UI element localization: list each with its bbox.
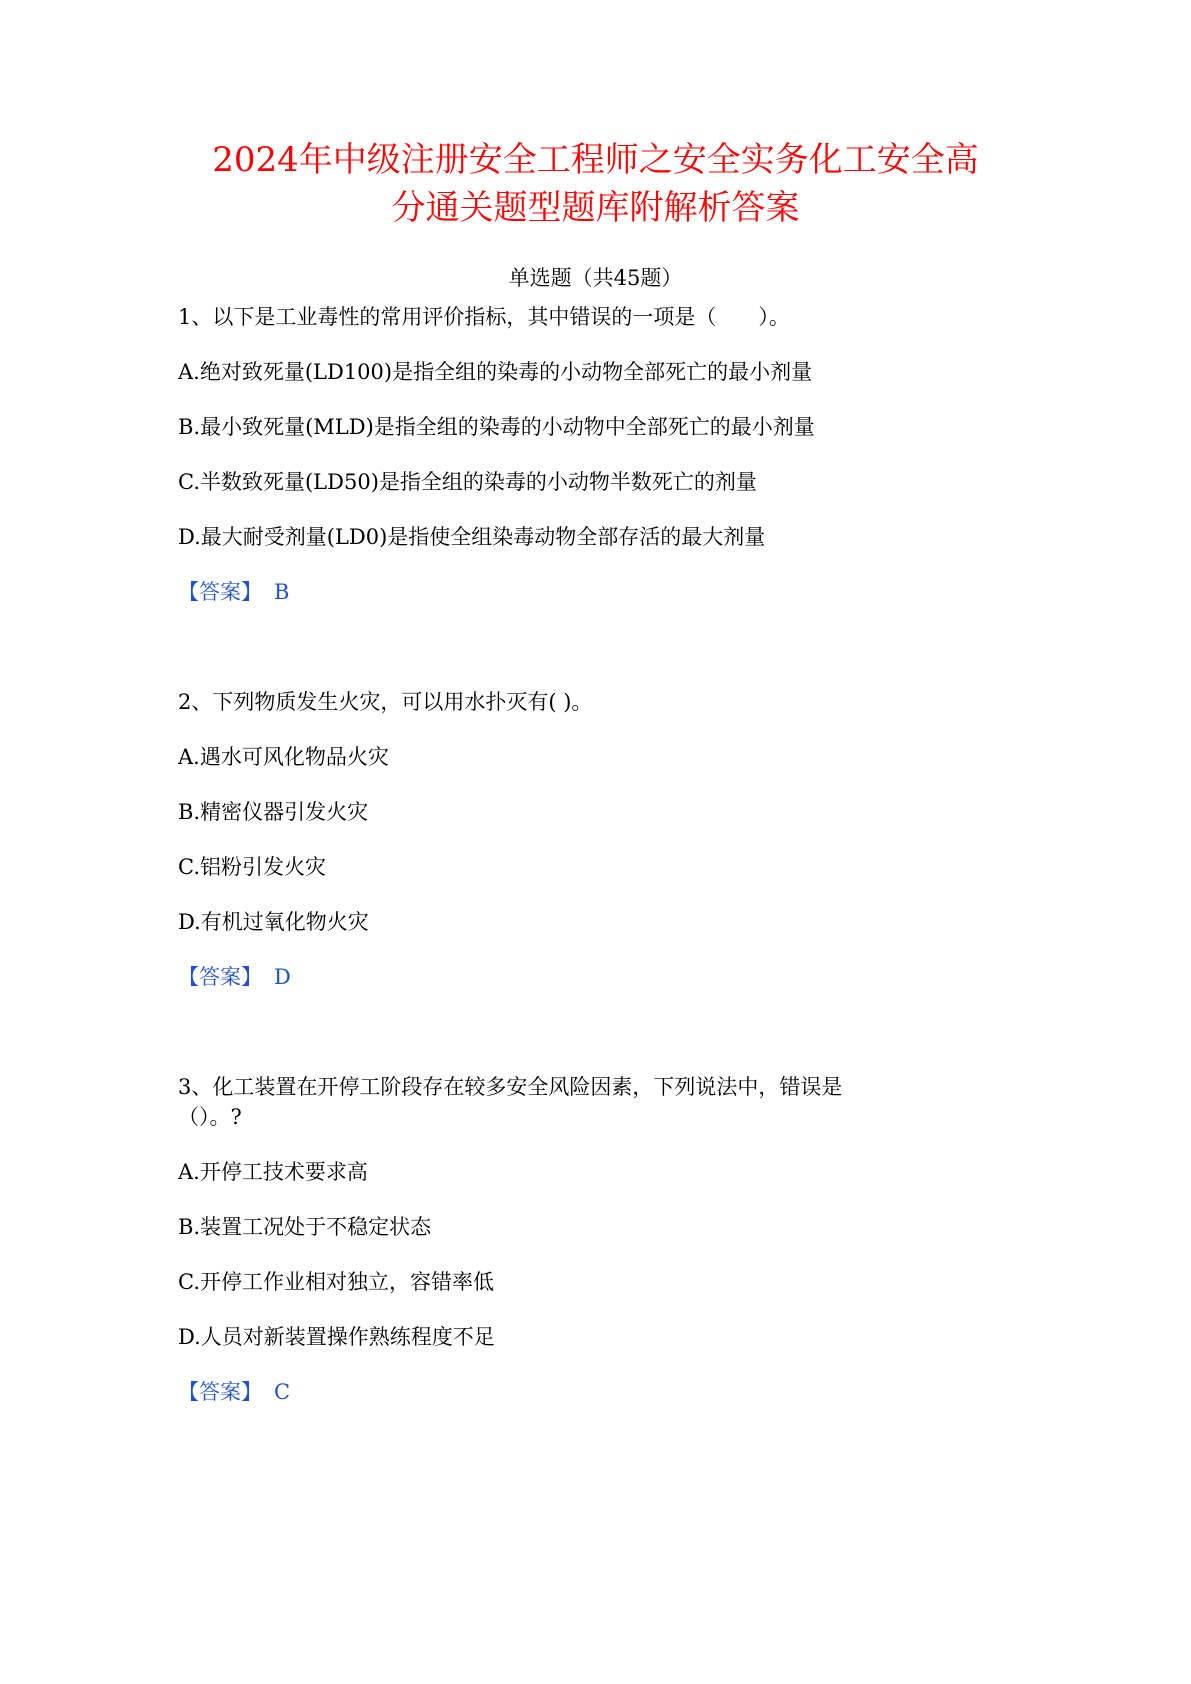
answer-label: 【答案】 — [178, 580, 262, 604]
question-3-stem-line-1: 3、化工装置在开停工阶段存在较多安全风险因素，下列说法中，错误是 — [178, 1075, 843, 1099]
question-2-option-d: D.有机过氧化物火灾 — [178, 910, 369, 934]
question-3-option-d: D.人员对新装置操作熟练程度不足 — [178, 1325, 495, 1349]
question-2-answer — [178, 962, 291, 992]
question-3-answer — [178, 1377, 290, 1407]
question-2-option-c: C.铝粉引发火灾 — [178, 855, 326, 879]
question-3-option-a: A.开停工技术要求高 — [178, 1160, 368, 1184]
question-1-option-c: C.半数致死量(LD50)是指全组的染毒的小动物半数死亡的剂量 — [178, 470, 757, 494]
section-header: 单选题（共45题） — [508, 266, 683, 290]
question-1-answer — [178, 577, 289, 607]
question-1-option-d: D.最大耐受剂量(LD0)是指使全组染毒动物全部存活的最大剂量 — [178, 525, 766, 549]
question-3-stem-line-2: （）。? — [178, 1105, 242, 1129]
answer-value: D — [274, 965, 291, 989]
answer-value: B — [274, 580, 290, 604]
question-1-option-a: A.绝对致死量(LD100)是指全组的染毒的小动物全部死亡的最小剂量 — [178, 360, 813, 384]
answer-label: 【答案】 — [178, 1380, 262, 1404]
title-line-2: 分通关题型题库附解析答案 — [391, 188, 800, 228]
question-2-option-a: A.遇水可风化物品火灾 — [178, 745, 389, 769]
title-line-1: 2024年中级注册安全工程师之安全实务化工安全高 — [212, 140, 979, 180]
question-3-option-b: B.装置工况处于不稳定状态 — [178, 1215, 432, 1239]
question-3-option-c: C.开停工作业相对独立，容错率低 — [178, 1270, 494, 1294]
question-2-stem: 2、下列物质发生火灾，可以用水扑灭有( )。 — [178, 690, 593, 714]
question-1-option-b: B.最小致死量(MLD)是指全组的染毒的小动物中全部死亡的最小剂量 — [178, 415, 815, 439]
answer-value: C — [274, 1380, 291, 1404]
question-2-option-b: B.精密仪器引发火灾 — [178, 800, 369, 824]
question-1-stem: 1、以下是工业毒性的常用评价指标，其中错误的一项是（ ）。 — [178, 305, 790, 329]
answer-label: 【答案】 — [178, 965, 262, 989]
